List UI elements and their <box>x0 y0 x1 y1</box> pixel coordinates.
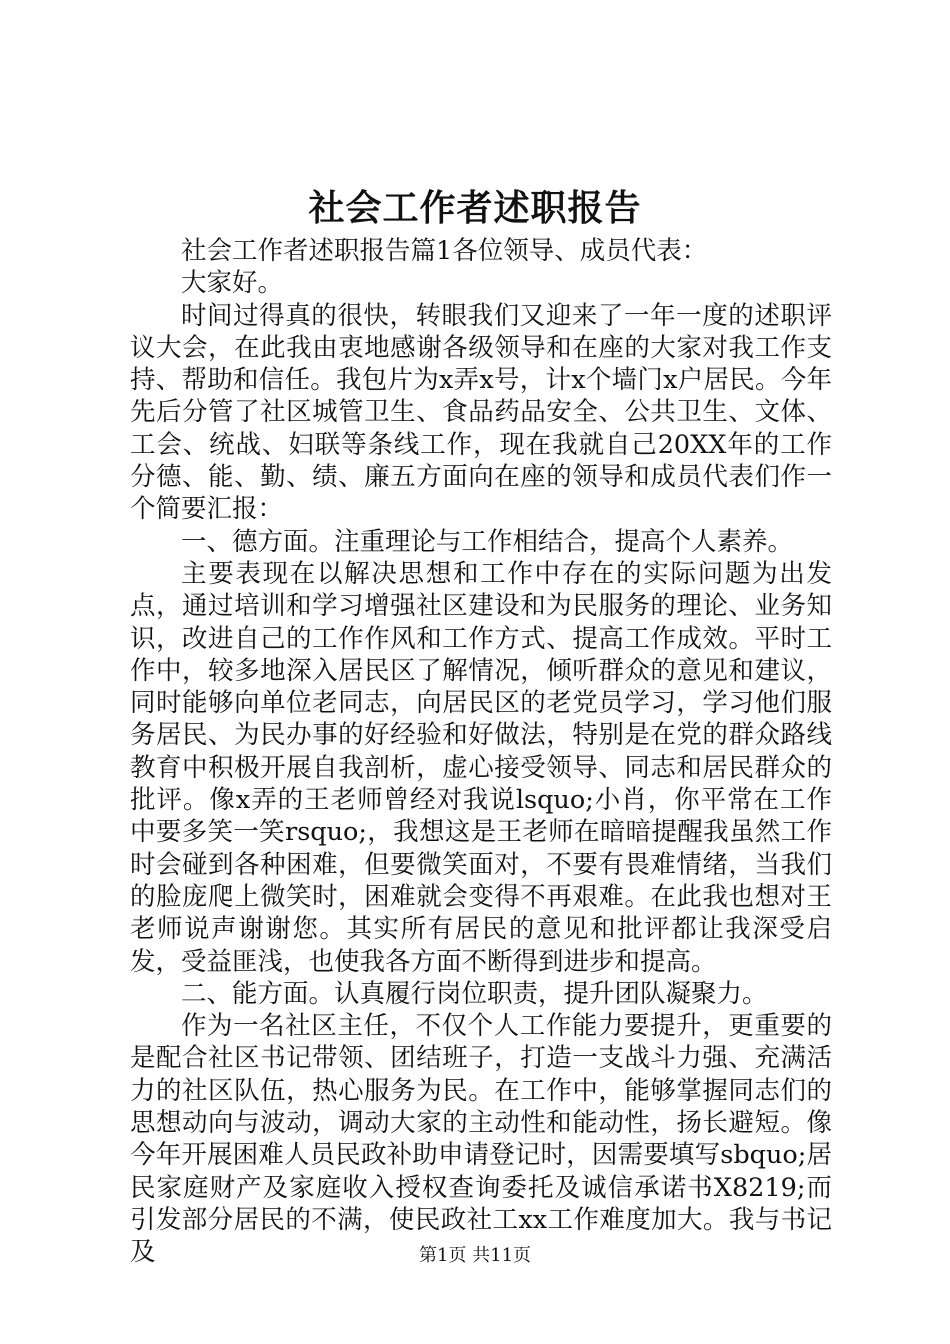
document-title: 社会工作者述职报告 <box>308 187 642 229</box>
paragraph: 大家好。 <box>181 268 284 299</box>
paragraph: 主要表现在以解决思想和工作中存在的实际问题为出发点，通过培训和学习增强社区建设和为民服务的理论、业务知识，改进自己的工作作风和工作方式、提高工作成效。平时工作中，较多地深入居民区了解情况，倾听群众的意见和建议，同时能够向单位老同志，向居民区的老党员学习，学习他们服务居民、为民办事的好经验和好做法，特别是在党的群众路线教育中积极开展自我剖析，虚心接受领导、同志和居民群众的批评。像x弄的王老师曾经对我说lsquo;小肖，你平常在工作中要多笑一笑rsquo;，我想这是王老师在暗暗提醒我虽然工作时会碰到各种困难，但要微笑面对，不要有畏难情绪，当我们的脸庞爬上微笑时，困难就会变得不再艰难。在此我也想对王老师说声谢谢您。其实所有居民的意见和批评都让我深受启发，受益匪浅，也使我各方面不断得到进步和提高。 <box>130 558 832 977</box>
section-heading: 二、能方面。认真履行岗位职责，提升团队凝聚力。 <box>181 978 768 1009</box>
document-body <box>130 235 832 1269</box>
page-footer: 第1页 共11页 <box>418 1245 532 1266</box>
paragraph: 社会工作者述职报告篇1各位领导、成员代表： <box>181 236 708 266</box>
paragraph: 时间过得真的很快，转眼我们又迎来了一年一度的述职评议大会，在此我由衷地感谢各级领导和在座的大家对我工作支持、帮助和信任。我包片为x弄x号，计x个墙门x户居民。今年先后分管了社区城管卫生、食品药品安全、公共卫生、文体、工会、统战、妇联等条线工作，现在我就自己20XX年的工作分德、能、勤、绩、廉五方面向在座的领导和成员代表们作一个简要汇报： <box>130 300 832 525</box>
section-heading: 一、德方面。注重理论与工作相结合，提高个人素养。 <box>181 526 794 557</box>
paragraph: 作为一名社区主任，不仅个人工作能力要提升，更重要的是配合社区书记带领、团结班子，打造一支战斗力强、充满活力的社区队伍，热心服务为民。在工作中，能够掌握同志们的思想动向与波动，调动大家的主动性和能动性，扬长避短。像今年开展困难人员民政补助申请登记时，因需要填写sbquo;居民家庭财产及家庭收入授权查询委托及诚信承诺书X8219;而引发部分居民的不满，使民政社工xx工作难度加大。我与书记及 <box>130 1011 832 1268</box>
